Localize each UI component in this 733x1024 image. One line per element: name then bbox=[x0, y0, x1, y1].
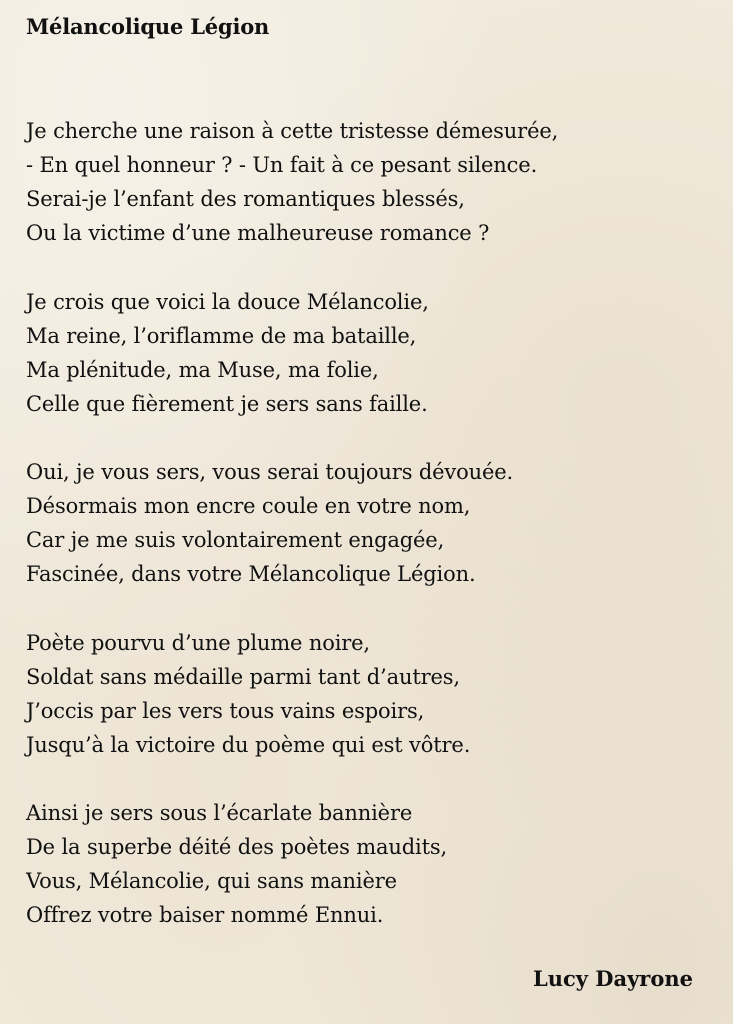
stanza-5 bbox=[26, 796, 716, 932]
poem-line: Ainsi je sers sous l’écarlate bannière bbox=[26, 801, 413, 825]
author-signature: Lucy Dayrone bbox=[532, 966, 693, 991]
poem-line: Poète pourvu d’une plume noire, bbox=[26, 630, 370, 655]
stanza-3 bbox=[26, 455, 716, 591]
poem-title: Mélancolique Légion bbox=[26, 14, 270, 39]
poem-line: Vous, Mélancolie, qui sans manière bbox=[26, 869, 397, 893]
poem-line: Ma plénitude, ma Muse, ma folie, bbox=[26, 357, 379, 382]
poem-line: J’occis par les vers tous vains espoirs, bbox=[26, 698, 425, 723]
poem-line: Soldat sans médaille parmi tant d’autres, bbox=[26, 664, 460, 689]
poem-line: Serai-je l’enfant des romantiques blessés, bbox=[26, 187, 465, 211]
poem-line: Je crois que voici la douce Mélancolie, bbox=[26, 289, 429, 314]
poem-line: Désormais mon encre coule en votre nom, bbox=[26, 494, 471, 518]
poem-line: Oui, je vous sers, vous serai toujours dévouée. bbox=[26, 460, 514, 484]
poem-line: Offrez votre baiser nommé Ennui. bbox=[26, 903, 384, 927]
poem-line: - En quel honneur ? - Un fait à ce pesant silence. bbox=[26, 153, 538, 177]
poem-line: Ma reine, l’oriflamme de ma bataille, bbox=[26, 323, 417, 348]
poem-line: Je cherche une raison à cette tristesse démesurée, bbox=[26, 119, 559, 143]
poem-line: Car je me suis volontairement engagée, bbox=[26, 528, 445, 552]
stanza-4 bbox=[26, 626, 716, 762]
poem-line: Ou la victime d’une malheureuse romance ? bbox=[26, 221, 490, 245]
poem-line: Jusqu’à la victoire du poème qui est vôtre. bbox=[26, 732, 471, 757]
stanza-1 bbox=[26, 114, 716, 250]
poem-line: Celle que fièrement je sers sans faille. bbox=[26, 391, 428, 416]
poem-line: Fascinée, dans votre Mélancolique Légion. bbox=[26, 562, 476, 586]
stanza-2 bbox=[26, 285, 716, 421]
poem-body bbox=[26, 114, 716, 967]
poem-line: De la superbe déité des poètes maudits, bbox=[26, 835, 448, 859]
